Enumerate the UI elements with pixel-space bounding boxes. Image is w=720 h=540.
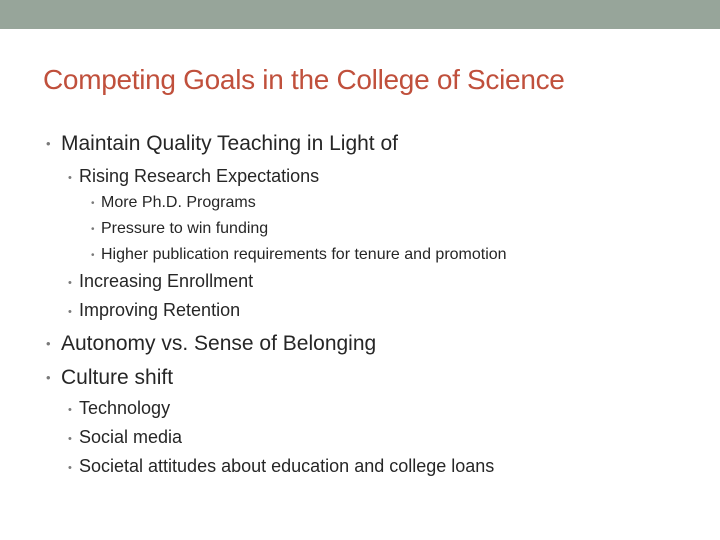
bullet-icon: •	[68, 277, 72, 289]
bullet-icon: •	[91, 224, 95, 235]
slide-title: Competing Goals in the College of Science	[43, 64, 565, 95]
bullet-icon: •	[68, 462, 72, 474]
bullet-icon: •	[46, 370, 51, 385]
bullet-icon: •	[68, 433, 72, 445]
bullet-item-level-2	[68, 456, 494, 477]
bullet-text: Higher publication requirements for tenure and promotion	[101, 246, 507, 263]
bullet-icon: •	[68, 172, 72, 184]
bullet-text: Autonomy vs. Sense of Belonging	[61, 332, 377, 355]
bullet-icon: •	[91, 198, 95, 209]
bullet-text: Social media	[79, 427, 183, 447]
bullet-item-level-1	[46, 332, 376, 356]
bullet-icon: •	[46, 336, 51, 351]
bullet-item-level-3	[91, 194, 256, 212]
bullet-item-level-1	[46, 366, 173, 390]
bullet-icon: •	[68, 404, 72, 416]
bullet-text: Pressure to win funding	[101, 220, 269, 237]
bullet-text: Increasing Enrollment	[79, 271, 254, 291]
bullet-item-level-2	[68, 271, 253, 292]
bullet-icon: •	[68, 306, 72, 318]
bullet-text: Rising Research Expectations	[79, 166, 320, 186]
bullet-icon: •	[91, 250, 95, 261]
bullet-item-level-2	[68, 427, 182, 448]
bullet-text: Culture shift	[61, 366, 174, 389]
bullet-text: Societal attitudes about education and college loans	[79, 456, 495, 476]
bullet-icon: •	[46, 136, 51, 151]
bullet-item-level-2	[68, 398, 170, 419]
bullet-item-level-3	[91, 246, 507, 264]
bullet-text: More Ph.D. Programs	[101, 194, 256, 211]
bullet-text: Technology	[79, 398, 171, 418]
bullet-item-level-1	[46, 132, 398, 156]
bullet-item-level-2	[68, 166, 319, 187]
bullet-text: Maintain Quality Teaching in Light of	[61, 132, 398, 155]
bullet-item-level-3	[91, 220, 268, 238]
bullet-text: Improving Retention	[79, 300, 241, 320]
bullet-item-level-2	[68, 300, 240, 321]
